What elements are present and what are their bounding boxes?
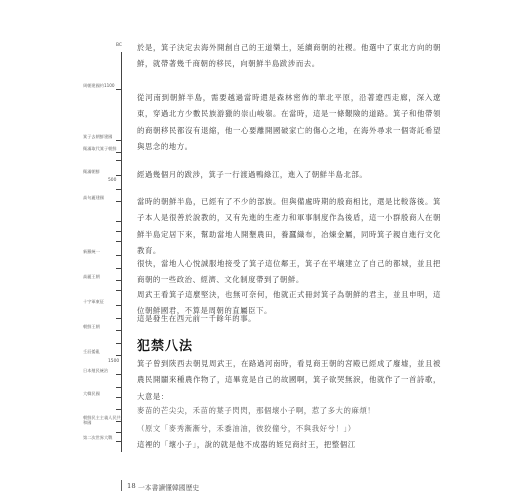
paragraph-3: 經過幾個月的跋涉，箕子一行渡過鴨綠江，進入了朝鮮半島北部。 [137, 170, 368, 179]
timeline-tick [116, 290, 121, 291]
timeline-event-label: 高麗王朝 [83, 274, 100, 279]
timeline-tick [116, 160, 121, 161]
timeline-tick [116, 231, 121, 232]
page-number: 18 [127, 482, 136, 490]
paragraph-6: 周武王看箕子這麼堅決，也無可奈何，他就正式冊封箕子為朝鮮的君主，並且申明，這位朝鮮國君，不算是周朝的直屬臣下。 [137, 290, 441, 316]
timeline-tick [116, 255, 121, 256]
paragraph-7: 這是發生在西元前一千餘年的事。 [137, 314, 257, 323]
timeline-tick [116, 221, 121, 222]
timeline-event-label: 大韓民國 [83, 391, 100, 396]
timeline-event-label: 朝鮮民主主義人民共和國 [83, 415, 121, 425]
timeline-tick [116, 305, 121, 306]
timeline-tick [116, 374, 121, 375]
section-heading: 犯禁八法 [137, 339, 194, 354]
timeline-tick [116, 152, 121, 153]
timeline-year-label: 1500 [108, 359, 120, 364]
timeline-tick [116, 175, 121, 176]
timeline-tick [116, 343, 121, 344]
timeline-event-label: 壬辰倭亂 [83, 349, 100, 354]
timeline-tick [116, 280, 121, 281]
paragraph-2: 從河南到朝鮮半島，需要越過當時還是森林密佈的華北平原，沿著遼西走廊，深入遼東，穿過北方少數民族游獵的崇山峻嶺。在當時，這是一條艱險的道路。箕子和他帶領的商朝移民都沒有退縮，他一心要離開國破家亡的傷心之地，在海外尋求一個寄託希望與思念的地方。 [137, 93, 441, 151]
timeline-tick [116, 268, 121, 269]
timeline-event-label: 衛滿朝鮮 [83, 169, 100, 174]
timeline-tick [116, 241, 121, 242]
timeline-tick [116, 355, 121, 356]
timeline-year-label: 500 [108, 178, 117, 183]
timeline-tick [116, 409, 121, 410]
timeline-event-label: 周朝建國約1100 [83, 83, 115, 88]
timeline-tick [116, 397, 121, 398]
timeline-tick [116, 432, 121, 433]
timeline-tick [116, 140, 121, 141]
paragraph-10: 這裡的「壞小子」，說的就是他不成器的姪兒商紂王，把整個江 [137, 440, 356, 449]
paragraph-8: 箕子曾到陝西去朝見周武王，在路過河南時，看見商王朝的宮殿已經成了廢墟，並且被農民開闢來種農作物了，這畢竟是自己的故國啊，箕子欲哭無淚，他就作了一首詩歌，大意是： [137, 359, 441, 401]
timeline-event-label: 十字軍東征 [83, 299, 104, 304]
timeline-tick [116, 318, 121, 319]
timeline-tick [116, 387, 121, 388]
timeline-year-label: BC [116, 43, 123, 48]
timeline-tick [116, 201, 121, 202]
book-title: 一本書讀懂韓國歷史 [138, 484, 200, 492]
timeline-event-label: 朝鮮王朝 [83, 324, 100, 329]
timeline-tick [116, 189, 121, 190]
timeline-tick [116, 441, 121, 442]
timeline-tick [116, 89, 121, 90]
timeline-event-label: 日本殖民統治 [83, 368, 109, 373]
poem-translation: 麥苗的芒尖尖，禾苗的葉子閃閃，那個壞小子啊，惹了多大的麻煩！ [137, 406, 376, 415]
paragraph-4: 當時的朝鮮半島，已經有了不少的部族。但與備處時期的殷商相比，還是比較落後。箕子本人是很善於說教的，又有先進的生產力和軍事制度作為後盾，這一小群殷商人在朝鮮半島定居下來，幫助當地人開墾農田，養蠶織布，冶煉金屬，同時箕子親自進行文化教育。 [137, 197, 441, 255]
footer-divider [121, 480, 122, 491]
timeline-event-label: 第二次世界大戰 [83, 435, 113, 440]
timeline-tick [116, 330, 121, 331]
timeline-event-label: 新羅統一 [83, 249, 100, 254]
timeline-event-label: 衛滿取代箕子朝鮮 [83, 146, 117, 151]
timeline-axis [121, 52, 122, 452]
timeline-event-label: 箕子去朝鮮建國 [83, 134, 113, 139]
poem-original: （原文「麥秀漸漸兮，禾黍油油，彼狡僮兮，不與我好兮！」） [137, 424, 356, 433]
paragraph-5: 很快，當地人心悅誠服地接受了箕子這位鄰王，箕子在平壤建立了自己的都城，並且把商朝的一些政治、經濟、文化制度帶到了朝鮮。 [137, 259, 441, 285]
timeline-event-label: 高句麗建國 [83, 195, 104, 200]
paragraph-1: 於是，箕子決定去海外開創自己的王道樂土，延續商朝的社稷。他選中了東北方向的朝鮮，就帶著幾千商朝的移民，向朝鮮半島跋涉而去。 [137, 43, 441, 69]
